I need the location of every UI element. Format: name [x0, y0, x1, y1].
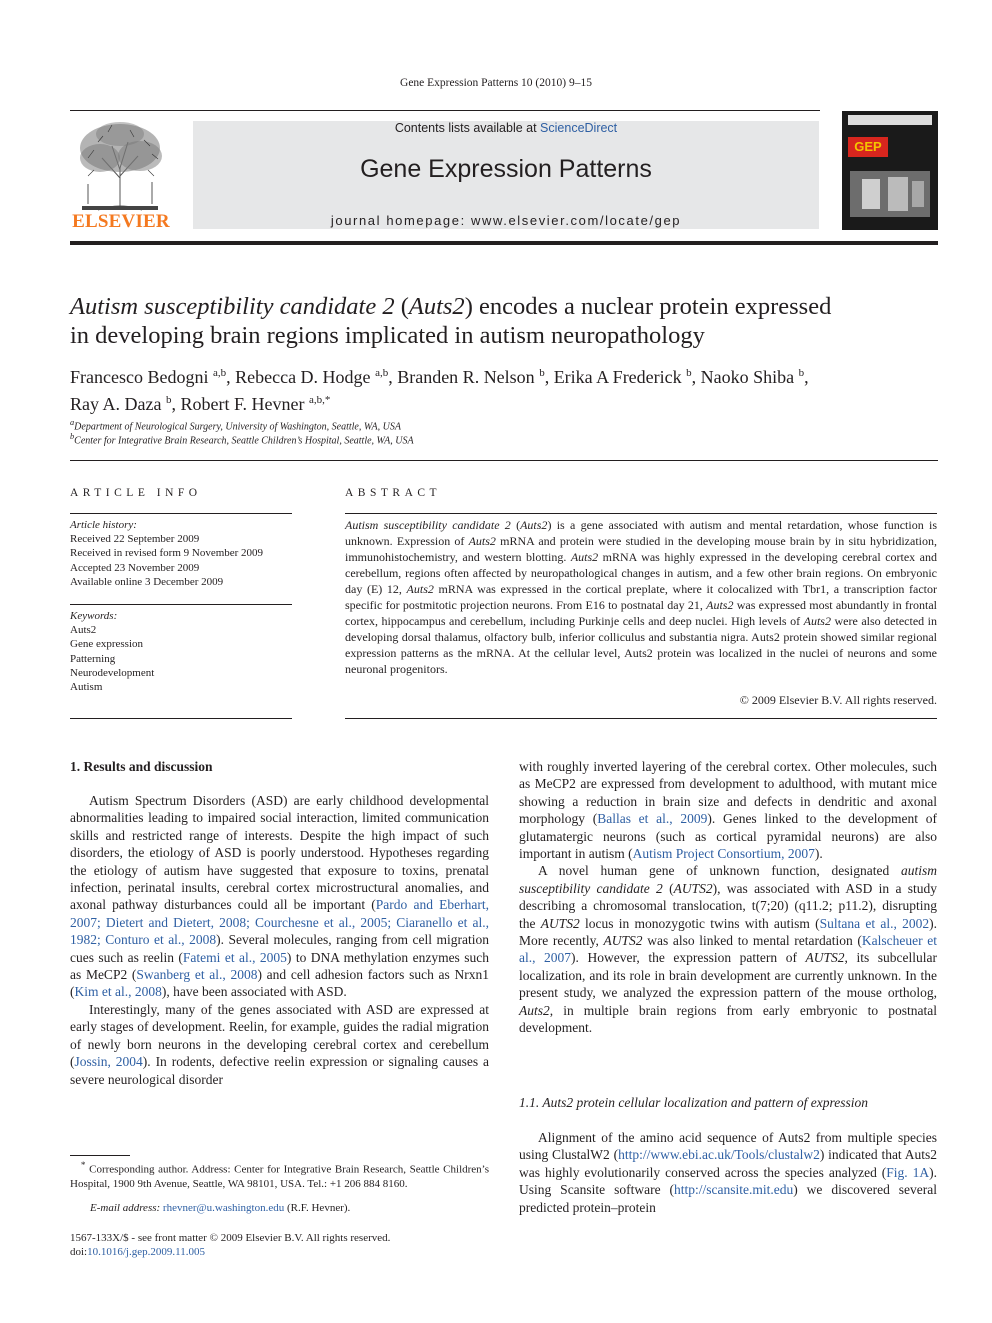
citation-link[interactable]: Fatemi et al., 2005 [182, 949, 287, 965]
header-top-rule [70, 110, 820, 111]
article-title: Autism susceptibility candidate 2 (Auts2) encodes a nuclear protein expressed in developing brain regions implicated in autism neuropathology [70, 293, 832, 349]
keyword: Auts2 [70, 624, 97, 637]
author[interactable]: Ray A. Daza [70, 394, 162, 414]
citation-link[interactable]: Autism Project Consortium, 2007 [632, 846, 815, 862]
info-rule-3 [70, 718, 292, 719]
affiliation-rule [70, 460, 938, 461]
cover-logo: GEP [848, 137, 888, 157]
journal-reference: Gene Expression Patterns 10 (2010) 9–15 [400, 77, 592, 89]
contents-line [193, 121, 819, 135]
issn-line: 1567-133X/$ - see front matter © 2009 Elsevier B.V. All rights reserved. [70, 1232, 391, 1244]
section-heading: 1. Results and discussion [70, 759, 213, 774]
citation-link[interactable]: Pardo and Eberhart, 2007; Dietert and Dietert, 2008; Courchesne et al., 2005; Ciaranello et al., 1982; Conturo et al., 2008 [70, 897, 489, 948]
abstract-rule-bottom [345, 718, 937, 719]
cover-picture [850, 171, 930, 217]
publisher-wordmark: ELSEVIER [72, 211, 170, 232]
journal-name: Gene Expression Patterns [360, 155, 652, 183]
author[interactable]: Rebecca D. Hodge [235, 367, 371, 387]
author[interactable]: Branden R. Nelson [397, 367, 535, 387]
keyword: Neurodevelopment [70, 666, 155, 679]
author[interactable]: Robert F. Hevner [180, 394, 305, 414]
citation-link[interactable]: Sultana et al., 2002 [819, 915, 930, 931]
journal-homepage[interactable]: journal homepage: www.elsevier.com/locate/gep [330, 213, 682, 228]
corresponding-footnote: * Corresponding author. Address: Center for Integrative Brain Research, Seattle Children’s Hospital, 1900 9th Avenue, Seattle, WA 98101, USA. Tel.: +1 206 884 8160. [70, 1160, 490, 1190]
author-list: Francesco Bedogni $^{a,b}$, Rebecca D. Hodge $^{a,b}$, Branden R. Nelson $^b$, Erika A Frederick $^b$, Naoko Shiba $^b$, Ray A. Daza $^b$, Robert F. Hevner $^{a,b,*}$ [70, 367, 809, 414]
article-history: Article history: Received 22 September 2009 Received in revised form 9 November 2009 Accepted 23 November 2009 Available online 3 December 2009 [70, 519, 264, 588]
body-column-right-continued: Alignment of the amino acid sequence of Auts2 from multiple species using ClustalW2 (http://www.ebi.ac.uk/Tools/clustalw2) indicated that Auts2 was highly evolutionarily conserved across the species analyzed (Fig. 1A). Using Scansite software (http://scansite.mit.edu) we discovered several predicted protein–protein [519, 1130, 937, 1215]
subsection-heading: 1.1. Auts2 protein cellular localization and pattern of expression [519, 1095, 868, 1110]
contents-prefix: Contents lists available at [394, 121, 541, 135]
cover-strip [848, 115, 932, 125]
figure-link[interactable]: Fig. 1A [886, 1164, 930, 1180]
citation-link[interactable]: Swanberg et al., 2008 [136, 967, 258, 983]
citation-link[interactable]: Jossin, 2004 [74, 1054, 143, 1070]
abstract-heading: ABSTRACT [345, 487, 442, 499]
keyword: Patterning [70, 652, 116, 665]
keyword: Autism [70, 681, 103, 694]
keywords: Keywords: Auts2 Gene expression Patterning Neurodevelopment Autism [70, 609, 292, 694]
article-info-heading: ARTICLE INFO [70, 487, 202, 499]
sciencedirect-link[interactable]: ScienceDirect [540, 121, 618, 135]
url-link[interactable]: http://www.ebi.ac.uk/Tools/clustalw2 [618, 1147, 820, 1163]
citation-link[interactable]: Ballas et al., 2009 [597, 811, 708, 827]
citation-link[interactable]: Kalscheuer et al., 2007 [519, 933, 938, 966]
author[interactable]: Francesco Bedogni [70, 367, 209, 387]
footnote-rule [70, 1155, 130, 1156]
doi-line: doi:10.1016/j.gep.2009.11.005 [70, 1246, 205, 1258]
journal-cover-image [842, 111, 938, 230]
email-link[interactable]: rhevner@u.washington.edu [162, 1202, 285, 1214]
header-bottom-rule [70, 241, 938, 245]
citation-link[interactable]: Kim et al., 2008 [74, 984, 162, 1000]
abstract-rule-top [345, 513, 937, 514]
affiliation-b: $^b$Center for Integrative Brain Research, Seattle Children’s Hospital, Seattle, WA, USA [70, 432, 414, 447]
info-rule-1 [70, 513, 292, 514]
author[interactable]: Erika A Frederick [553, 367, 682, 387]
doi-link[interactable]: 10.1016/j.gep.2009.11.005 [87, 1246, 205, 1258]
author[interactable]: Naoko Shiba [700, 367, 795, 387]
email-footnote: E-mail address: rhevner@u.washington.edu (R.F. Hevner). [90, 1202, 351, 1214]
affiliation-a: $^a$Department of Neurological Surgery, University of Washington, Seattle, WA, USA [70, 418, 401, 433]
keyword: Gene expression [70, 638, 144, 651]
copyright: © 2009 Elsevier B.V. All rights reserved. [739, 693, 937, 707]
body-column-left: Autism Spectrum Disorders (ASD) are early childhood developmental abnormalities leading to impaired social interaction, limited communication skills and restricted range of interests. Despite the high impact of such disorders, the etiology of ASD is poorly understood. Hypotheses regarding the etiology of autism have suggested that exposure to toxins, prenatal infection, perinatal insults, cerebral cortex microstructural anomalies, and axonal pathway disturbances could all be important (Pardo and Eberhart, 2007; Dietert and Dietert, 2008; Courchesne et al., 2005; Ciaranello et al., 1982; Conturo et al., 2008). Several molecules, ranging from cell migration cues such as reelin (Fatemi et al., 2005) to DNA methylation enzymes such as MeCP2 (Swanberg et al., 2008) and cell adhesion factors such as Nrxn1 (Kim et al., 2008), have been associated with ASD. Interestingly, many of the genes associated with ASD are expressed at early stages of development. Reelin, for example, guides the radial migration of newly born neurons in the developing cerebral cortex and cerebellum (Jossin, 2004). In rodents, defective reelin expression or signaling causes a severe neurological disorder [70, 793, 490, 1087]
abstract-text: Autism susceptibility candidate 2 (Auts2) is a gene associated with autism and mental retardation, whose function is unknown. Expression of Auts2 mRNA and protein were studied in the developing mouse brain by in situ hybridization, immunohistochemistry, and western blotting. Auts2 mRNA was highly expressed in the developing cerebral cortex and cerebellum, regions often affected by neuropathological changes in autism, and a few other brain regions. On embryonic day (E) 12, Auts2 mRNA was expressed in the cortical preplate, where it colocalized with Tbr1, a transcription factor specific for postmitotic projection neurons. From E16 to postnatal day 21, Auts2 was expressed most abundantly in frontal cortex, hippocampus and cerebellum, including Purkinje cells and deep nuclei. High levels of Auts2 were also detected in developing dorsal thalamus, olfactory bulb, inferior colliculus and substantia nigra. Auts2 protein showed similar regional expression patterns as the mRNA. At the cellular level, Auts2 protein was localized in the nuclei of neurons and some neuronal progenitors. [345, 518, 938, 676]
info-rule-2 [70, 604, 292, 605]
body-column-right: with roughly inverted layering of the cerebral cortex. Other molecules, such as MeCP2 are expressed from development to adulthood, with mutant mice showing a reduction in brain size and defects in dendritic and axonal morphology (Ballas et al., 2009). Genes linked to the development of glutamatergic neurons (such as cortical pyramidal neurons) are also important in autism (Autism Project Consortium, 2007). A novel human gene of unknown function, designated autism susceptibility candidate 2 (AUTS2), was associated with ASD in a study describing a chromosomal translocation, t(7;20) (q11.2; p11.2), disrupting the AUTS2 locus in monozygotic twins with autism (Sultana et al., 2002). More recently, AUTS2 was also linked to mental retardation (Kalscheuer et al., 2007). However, the expression pattern of AUTS2, its subcellular localization, and its role in brain development are currently unknown. In the present study, we analyzed the expression pattern of the mouse ortholog, Auts2, in multiple brain regions from early embryonic to postnatal development. [519, 759, 938, 1036]
url-link[interactable]: http://scansite.mit.edu [674, 1182, 794, 1198]
